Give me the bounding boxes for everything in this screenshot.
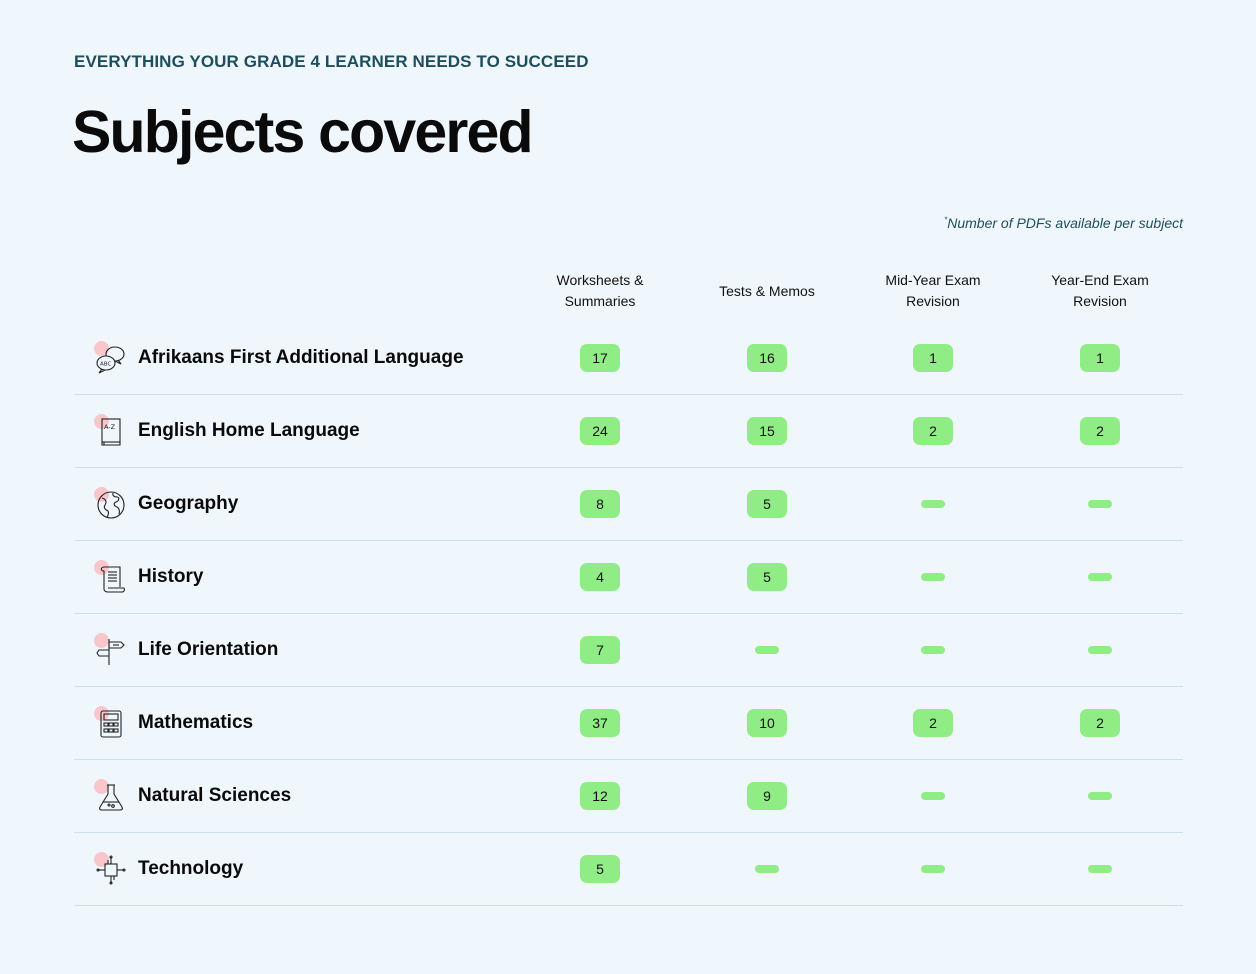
cell-worksheets (525, 468, 675, 540)
flask-icon (94, 779, 126, 811)
cell-tests (692, 468, 842, 540)
column-header-worksheets: Worksheets & Summaries (556, 272, 644, 309)
globe-icon (94, 487, 126, 519)
cell-tests (692, 614, 842, 686)
unavailable-dash (1088, 573, 1112, 581)
subject-name: Geography (138, 493, 239, 514)
scroll-icon (94, 560, 126, 592)
cell-year-end (1025, 760, 1175, 832)
table-row (74, 468, 1183, 541)
count-badge: 7 (580, 636, 620, 664)
cell-mid-year (858, 395, 1008, 467)
cell-tests (692, 833, 842, 905)
unavailable-dash (1088, 500, 1112, 508)
count-badge: 16 (747, 344, 787, 372)
svg-text:A-Z: A-Z (104, 423, 116, 431)
unavailable-dash (755, 865, 779, 873)
count-badge: 2 (1080, 417, 1120, 445)
unavailable-dash (1088, 792, 1112, 800)
cell-tests (692, 322, 842, 394)
column-header-tests: Tests & Memos (719, 282, 815, 299)
cell-tests (692, 395, 842, 467)
cell-worksheets (525, 687, 675, 759)
svg-text:ABC: ABC (100, 361, 112, 368)
count-badge: 15 (747, 417, 787, 445)
dictionary-icon (94, 414, 126, 446)
cell-worksheets (525, 395, 675, 467)
count-badge: 5 (580, 855, 620, 883)
cell-year-end (1025, 468, 1175, 540)
count-badge: 12 (580, 782, 620, 810)
subject-name: Technology (138, 858, 244, 879)
subject-name: Life Orientation (138, 639, 279, 660)
pdf-count-note (944, 215, 1183, 231)
note-asterisk: * (944, 215, 948, 225)
cell-mid-year (858, 687, 1008, 759)
cell-mid-year (858, 322, 1008, 394)
table-row (74, 687, 1183, 760)
cell-year-end (1025, 687, 1175, 759)
count-badge: 10 (747, 709, 787, 737)
unavailable-dash (921, 500, 945, 508)
count-badge: 4 (580, 563, 620, 591)
cell-mid-year (858, 760, 1008, 832)
unavailable-dash (921, 792, 945, 800)
subject-name: Natural Sciences (138, 785, 292, 806)
speech-bubbles-icon (94, 341, 126, 373)
cell-worksheets (525, 614, 675, 686)
cell-worksheets (525, 541, 675, 613)
chip-icon (94, 852, 126, 884)
cell-mid-year (858, 468, 1008, 540)
cell-tests (692, 687, 842, 759)
cell-worksheets (525, 833, 675, 905)
subjects-table (74, 322, 1183, 906)
cell-tests (692, 760, 842, 832)
count-badge: 17 (580, 344, 620, 372)
subject-name: Afrikaans First Additional Language (138, 347, 464, 368)
table-row (74, 541, 1183, 614)
count-badge: 37 (580, 709, 620, 737)
count-badge: 9 (747, 782, 787, 810)
column-header-mid-year: Mid-Year Exam Revision (885, 272, 981, 309)
table-header (74, 266, 1183, 316)
cell-worksheets (525, 760, 675, 832)
cell-year-end (1025, 614, 1175, 686)
count-badge: 2 (913, 709, 953, 737)
table-row (74, 614, 1183, 687)
cell-year-end (1025, 322, 1175, 394)
subject-name: Mathematics (138, 712, 254, 733)
unavailable-dash (921, 865, 945, 873)
column-header-year-end: Year-End Exam Revision (1051, 272, 1149, 309)
count-badge: 1 (1080, 344, 1120, 372)
calculator-icon (94, 706, 126, 738)
cell-year-end (1025, 395, 1175, 467)
cell-year-end (1025, 833, 1175, 905)
table-row (74, 833, 1183, 906)
count-badge: 2 (1080, 709, 1120, 737)
cell-year-end (1025, 541, 1175, 613)
cell-mid-year (858, 541, 1008, 613)
count-badge: 8 (580, 490, 620, 518)
unavailable-dash (1088, 865, 1112, 873)
cell-mid-year (858, 833, 1008, 905)
table-row (74, 760, 1183, 833)
count-badge: 5 (747, 563, 787, 591)
count-badge: 24 (580, 417, 620, 445)
note-text: Number of PDFs available per subject (947, 215, 1183, 231)
cell-tests (692, 541, 842, 613)
signpost-icon (94, 633, 126, 665)
subject-name: History (138, 566, 204, 587)
table-row (74, 322, 1183, 395)
unavailable-dash (1088, 646, 1112, 654)
unavailable-dash (755, 646, 779, 654)
unavailable-dash (921, 646, 945, 654)
unavailable-dash (921, 573, 945, 581)
subject-name: English Home Language (138, 420, 360, 441)
count-badge: 1 (913, 344, 953, 372)
eyebrow-text: EVERYTHING YOUR GRADE 4 LEARNER NEEDS TO SUCCEED (74, 52, 589, 71)
cell-worksheets (525, 322, 675, 394)
table-row (74, 395, 1183, 468)
count-badge: 5 (747, 490, 787, 518)
cell-mid-year (858, 614, 1008, 686)
page-title: Subjects covered (72, 99, 532, 165)
count-badge: 2 (913, 417, 953, 445)
